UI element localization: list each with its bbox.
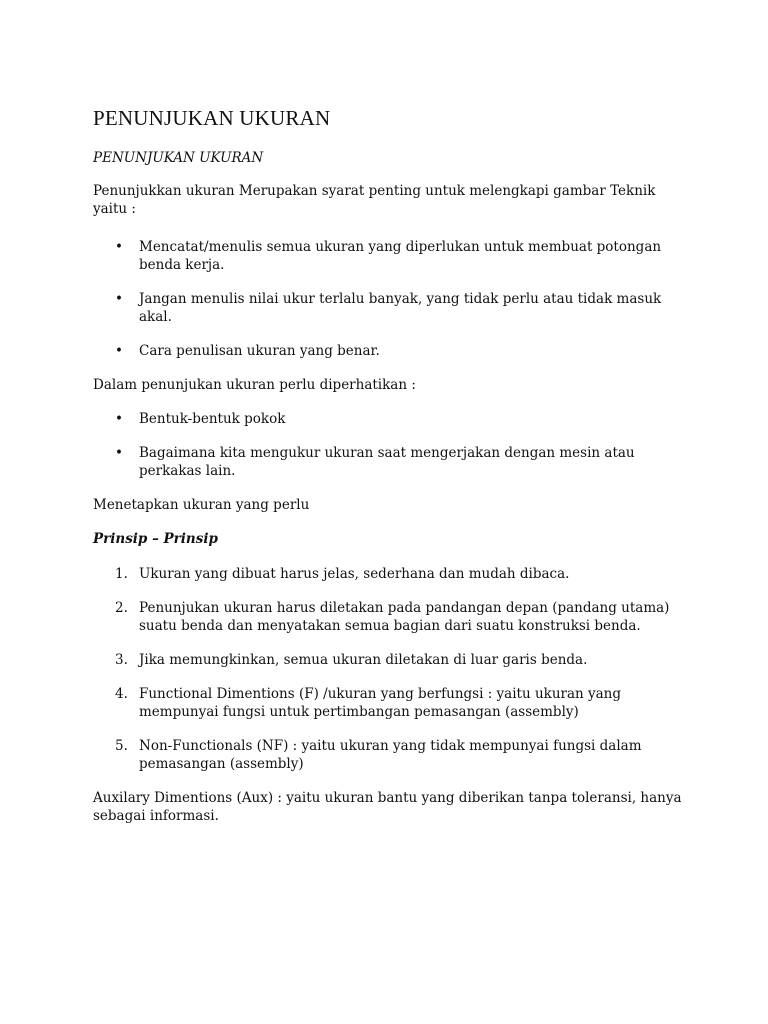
principles-list [93,565,693,773]
consider-heading: Dalam penunjukan ukuran perlu diperhatikan : [93,377,416,393]
list-item [93,290,693,326]
document-subtitle: PENUNJUKAN UKURAN [93,150,264,166]
list-item-text: Mencatat/menulis semua ukuran yang diperlukan untuk membuat potongan benda kerja. [139,239,662,273]
bullet-icon: • [115,343,123,359]
list-item [93,410,693,428]
principles-heading: Prinsip – Prinsip [93,531,218,547]
list-item-text: Penunjukan ukuran harus diletakan pada pandangan depan (pandang utama) suatu benda dan menyatakan semua bagian dari suatu konstruksi benda. [139,600,670,634]
list-item-text: Ukuran yang dibuat harus jelas, sederhana dan mudah dibaca. [139,566,570,582]
list-item [93,651,693,669]
list-item [93,342,693,360]
bullet-icon: • [115,291,123,307]
list-item [93,238,693,274]
intro-paragraph: Penunjukkan ukuran Merupakan syarat penting untuk melengkapi gambar Teknik yaitu : [93,183,656,217]
list-item-number: 1. [115,566,128,582]
list-item-text: Bentuk-bentuk pokok [139,411,286,427]
bullet-icon: • [115,411,123,427]
list-item-text: Bagaimana kita mengukur ukuran saat mengerjakan dengan mesin atau perkakas lain. [139,445,635,479]
list-item-text: Cara penulisan ukuran yang benar. [139,343,380,359]
list-item [93,737,693,773]
list-item-text: Functional Dimentions (F) /ukuran yang berfungsi : yaitu ukuran yang mempunyai fungsi untuk pertimbangan pemasangan (assembly) [139,686,622,720]
list-item-text: Non-Functionals (NF) : yaitu ukuran yang tidak mempunyai fungsi dalam pemasangan (assembly) [139,738,642,772]
list-item-text: Jika memungkinkan, semua ukuran diletakan di luar garis benda. [139,652,588,668]
list-item [93,444,693,480]
list-item-number: 2. [115,600,128,616]
list-item-number: 4. [115,686,128,702]
document-page [93,104,693,825]
document-title: PENUNJUKAN UKURAN [93,106,331,130]
bullet-icon: • [115,239,123,255]
list-item-number: 5. [115,738,128,754]
intro-bullet-list [93,238,693,360]
list-item-text: Jangan menulis nilai ukur terlalu banyak, yang tidak perlu atau tidak masuk akal. [139,291,662,325]
closing-paragraph: Auxilary Dimentions (Aux) : yaitu ukuran bantu yang diberikan tanpa toleransi, hanya sebagai informasi. [93,790,682,824]
list-item-number: 3. [115,652,128,668]
determine-heading: Menetapkan ukuran yang perlu [93,497,310,513]
list-item [93,599,693,635]
bullet-icon: • [115,445,123,461]
consider-bullet-list [93,410,693,480]
list-item [93,685,693,721]
list-item [93,565,693,583]
